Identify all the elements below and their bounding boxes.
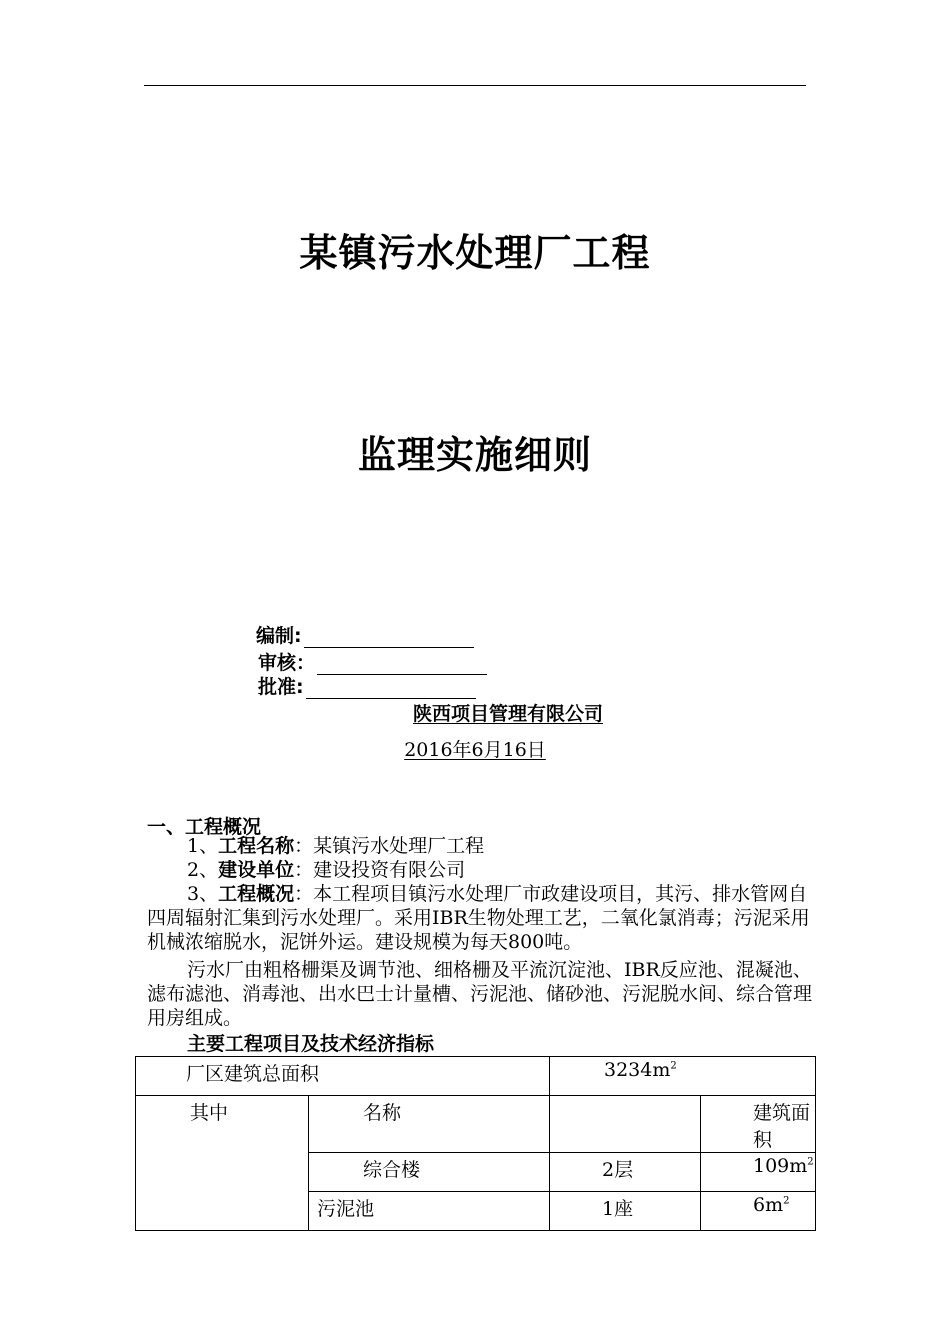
document-title: 监理实施细则 bbox=[357, 433, 592, 477]
indicators-table bbox=[135, 1056, 816, 1231]
signature-label: 批准 bbox=[258, 676, 297, 698]
signature-label: 编制 bbox=[256, 625, 295, 647]
table-cell: $6m^2$ bbox=[701, 1192, 816, 1231]
table-cell: $3234m^2$ bbox=[550, 1057, 816, 1096]
table-cell: $109m^2$ bbox=[701, 1153, 816, 1192]
table-cell: 综合楼 bbox=[309, 1153, 550, 1192]
section-heading: 一、工程概况 bbox=[147, 816, 262, 838]
table-cell: 污泥池 bbox=[309, 1192, 550, 1231]
table-cell: 名称 bbox=[309, 1096, 550, 1153]
table-cell: 建筑面积 bbox=[701, 1096, 816, 1153]
header-rule bbox=[144, 85, 806, 86]
signature-approve: 批准: bbox=[258, 675, 476, 699]
signature-line bbox=[317, 654, 487, 675]
item-owner: 2、建设单位：建设投资有限公司 bbox=[187, 859, 466, 881]
table-cell: 厂区建筑总面积 bbox=[136, 1057, 550, 1096]
table-row bbox=[136, 1096, 816, 1153]
company-name: 陕西项目管理有限公司 bbox=[412, 703, 603, 725]
signature-compile: 编制: bbox=[256, 624, 474, 648]
item-project-name: 1、工程名称：某镇污水处理厂工程 bbox=[187, 835, 485, 857]
item-overview: 3、工程概况：本工程项目镇污水处理厂市政建设项目，其污、排水管网自四周辐射汇集到污水处理厂。采用IBR生物处理工艺，二氧化氯消毒；污泥采用机械浓缩脱水，泥饼外运。建设规模为每天800吨。 bbox=[147, 883, 810, 953]
signature-label: 审核 bbox=[258, 652, 297, 674]
signature-line bbox=[306, 678, 476, 699]
table-cell: 1座 bbox=[550, 1192, 701, 1231]
project-title: 某镇污水处理厂工程 bbox=[299, 231, 651, 275]
table-cell bbox=[550, 1096, 701, 1153]
document-date: 2016年6月16日 bbox=[404, 739, 546, 761]
table-cell: 其中 bbox=[136, 1096, 309, 1231]
table-cell: 2层 bbox=[550, 1153, 701, 1192]
table-row bbox=[136, 1057, 816, 1096]
signature-review: 审核： bbox=[258, 651, 487, 675]
signature-line bbox=[304, 627, 474, 648]
plant-composition-paragraph: 污水厂由粗格栅渠及调节池、细格栅及平流沉淀池、IBR反应池、混凝池、滤布滤池、消毒池、出水巴士计量槽、污泥池、储砂池、污泥脱水间、综合管理用房组成。 bbox=[147, 959, 813, 1029]
table-heading: 主要工程项目及技术经济指标 bbox=[187, 1033, 435, 1055]
